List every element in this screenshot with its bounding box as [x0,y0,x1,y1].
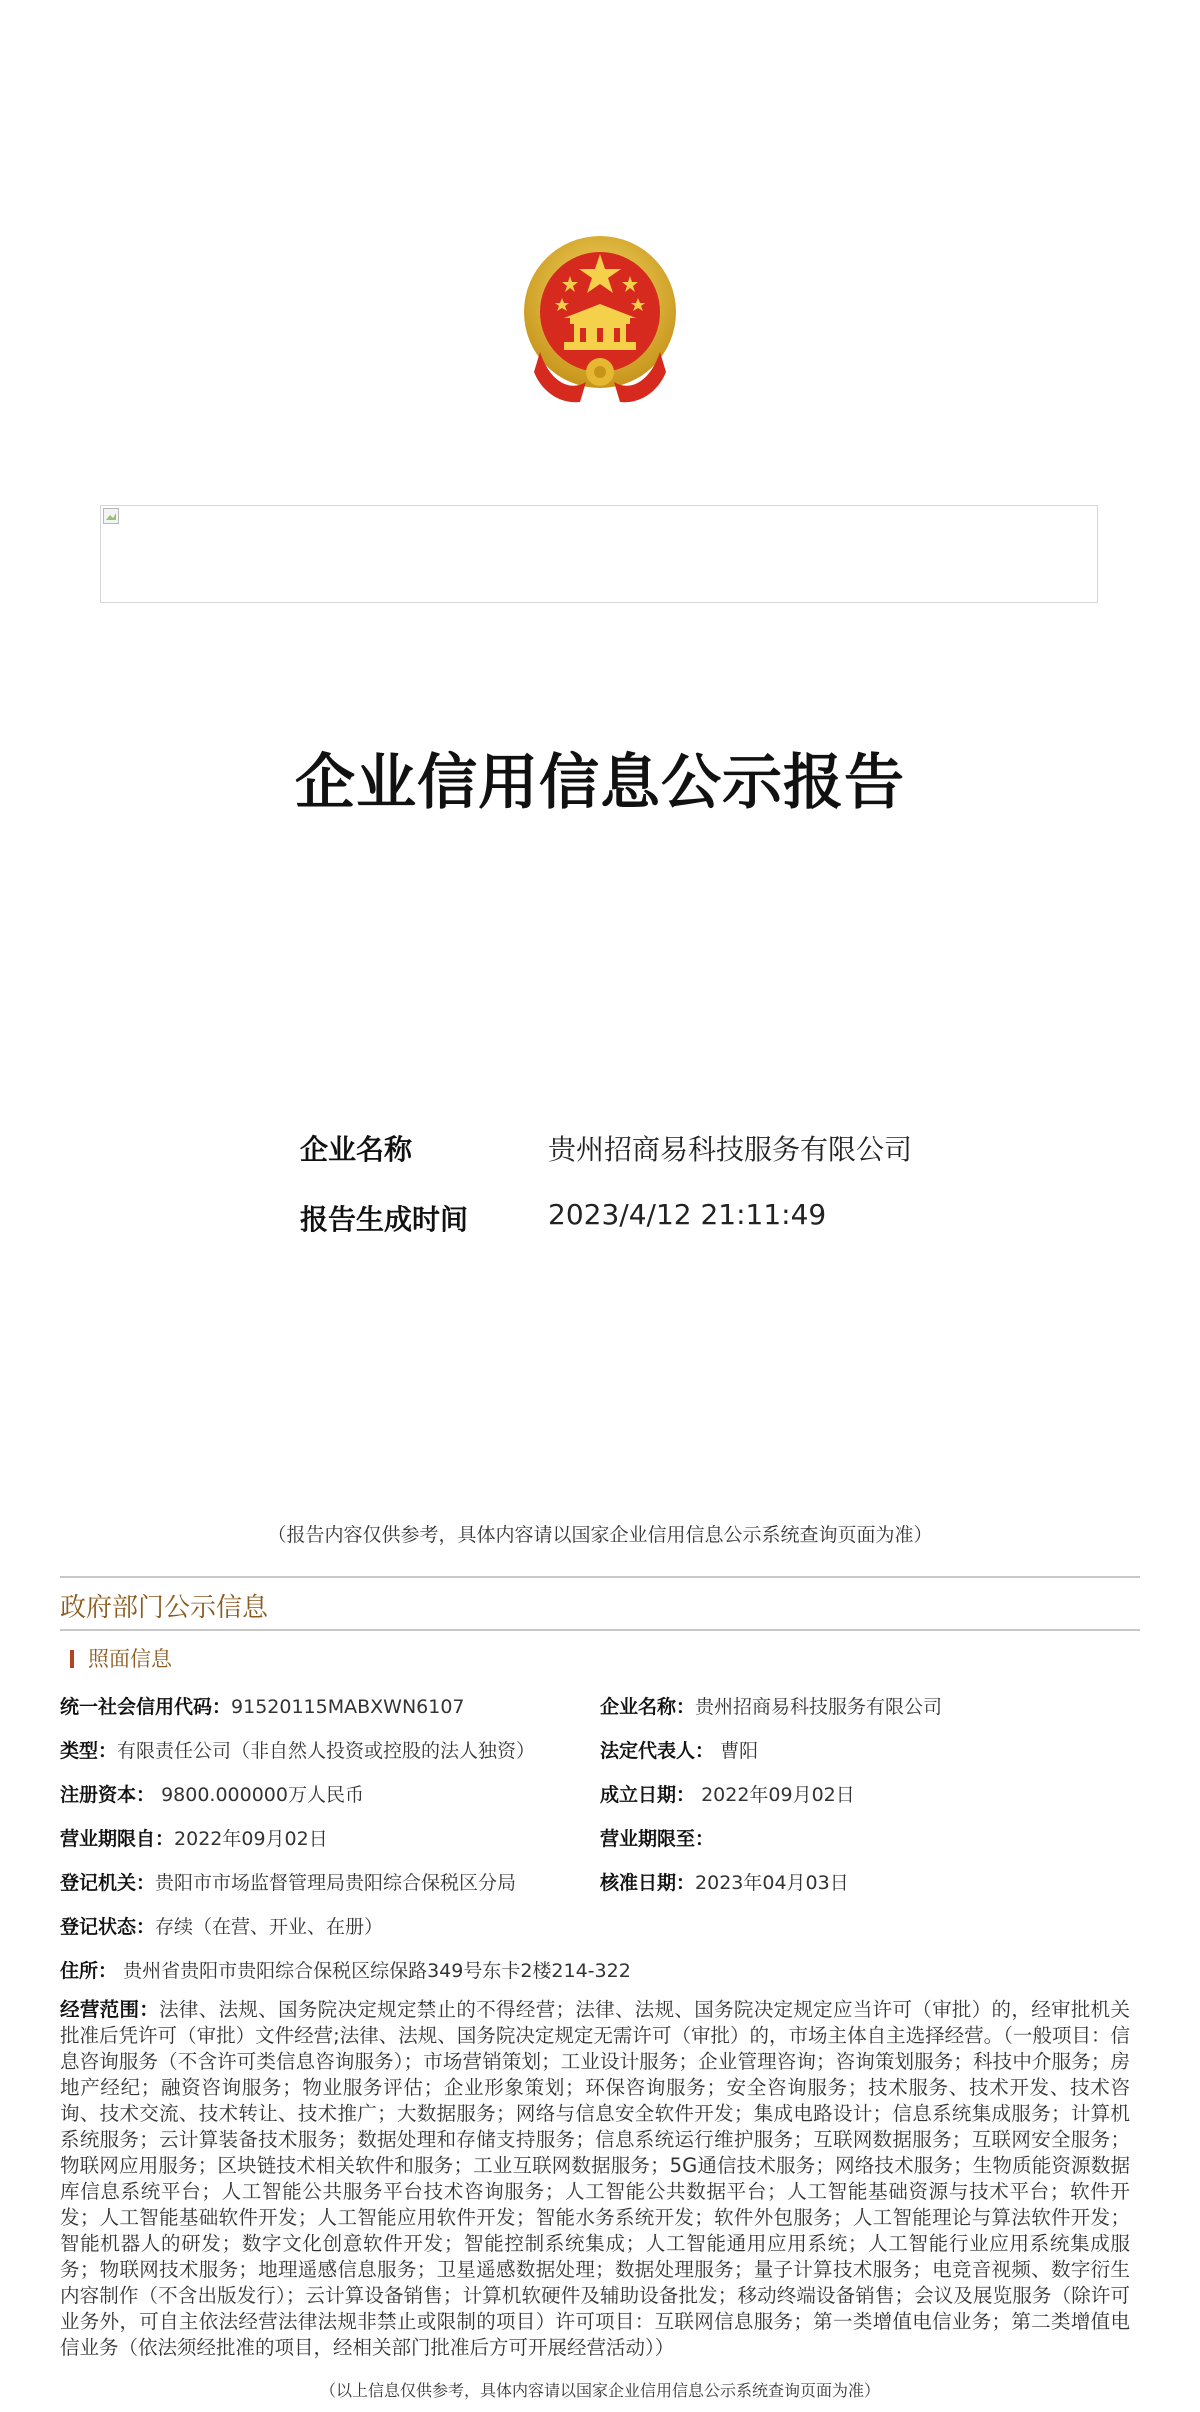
subsection-title [70,1643,172,1673]
term-to-label: 营业期限至： [600,1828,715,1850]
section-bottom-divider [60,1629,1140,1631]
approval-value: 2023年04月03日 [695,1872,849,1894]
company-name-label: 企业名称 [300,1133,413,1166]
banner-image [100,505,1098,603]
established-field [600,1780,855,1807]
name-field [600,1692,942,1719]
credit-code-label: 统一社会信用代码： [60,1696,232,1718]
authority-label: 登记机关： [60,1872,156,1894]
established-value: 2022年09月02日 [701,1784,855,1806]
report-title: 企业信用信息公示报告 [295,748,905,818]
type-label: 类型： [60,1740,118,1762]
legal-rep-label: 法定代表人： [600,1740,715,1762]
broken-image-icon [103,508,119,524]
type-value: 有限责任公司（非自然人投资或控股的法人独资） [117,1740,536,1762]
capital-label: 注册资本： [60,1784,156,1806]
capital-field [60,1780,364,1807]
legal-rep-field [600,1736,758,1763]
status-value: 存续（在营、开业、在册） [155,1916,384,1938]
credit-code-field [60,1692,465,1719]
legal-rep-value: 曹阳 [720,1740,759,1762]
address-label: 住所： [60,1960,118,1982]
report-time-label: 报告生成时间 [300,1203,469,1236]
approval-field [600,1868,849,1895]
section-title: 政府部门公示信息 [60,1593,269,1623]
term-from-field [60,1824,328,1851]
term-to-field [600,1824,714,1851]
name-value: 贵州招商易科技服务有限公司 [695,1696,943,1718]
authority-value: 贵阳市市场监督管理局贵阳综合保税区分局 [155,1872,517,1894]
type-field [60,1736,535,1763]
approval-label: 核准日期： [600,1872,696,1894]
report-disclaimer: （报告内容仅供参考，具体内容请以国家企业信用信息公示系统查询页面为准） [267,1524,933,1546]
address-field [60,1956,631,1983]
report-time-value: 2023/4/12 21:11:49 [548,1198,827,1231]
term-from-value: 2022年09月02日 [174,1828,328,1850]
name-label: 企业名称： [600,1696,696,1718]
credit-code-value: 91520115MABXWN6107 [231,1696,465,1718]
subsection-marker [70,1650,74,1668]
national-emblem-icon [520,232,680,412]
term-from-label: 营业期限自： [60,1828,175,1850]
footer-disclaimer: （以上信息仅供参考，具体内容请以国家企业信用信息公示系统查询页面为准） [319,2381,880,2400]
business-scope [60,1997,1130,2361]
address-value: 贵州省贵阳市贵阳综合保税区综保路349号东卡2楼214-322 [123,1960,631,1982]
capital-value: 9800.000000万人民币 [161,1784,364,1806]
subsection-label: 照面信息 [88,1647,172,1671]
status-label: 登记状态： [60,1916,156,1938]
status-field [60,1912,383,1939]
scope-value: 法律、法规、国务院决定规定禁止的不得经营；法律、法规、国务院决定规定应当许可（审批）的，经审批机关批准后凭许可（审批）文件经营;法律、法规、国务院决定规定无需许可（审批）的，市场主体自主选择经营。（一般项目：信息咨询服务（不含许可类信息咨询服务）；市场营销策划；工业设计服务；企业管理咨询；咨询策划服务；科技中介服务；房地产经纪；融资咨询服务；物业服务评估；企业形象策划；环保咨询服务；安全咨询服务；技术服务、技术开发、技术咨询、技术交流、技术转让、技术推广；大数据服务；网络与信息安全软件开发；集成电路设计；信息系统集成服务；计算机系统服务；云计算装备技术服务；数据处理和存储支持服务；信息系统运行维护服务；互联网数据服务；互联网安全服务；物联网应用服务；区块链技术相关软件和服务；工业互联网数据服务；5G通信技术服务；网络技术服务；生物质能资源数据库信息系统平台；人工智能公共服务平台技术咨询服务；人工智能公共数据平台；人工智能基础资源与技术平台；软件开发；人工智能基础软件开发；人工智能应用软件开发；智能水务系统开发；软件外包服务；人工智能理论与算法软件开发；智能机器人的研发；数字文化创意软件开发；智能控制系统集成；人工智能通用应用系统；人工智能行业应用系统集成服务；物联网技术服务；地理遥感信息服务；卫星遥感数据处理；数据处理服务；量子计算技术服务；电竞音视频、数字衍生内容制作（不含出版发行）；云计算设备销售；计算机软硬件及辅助设备批发；移动终端设备销售；会议及展览服务（除许可业务外，可自主依法经营法律法规非禁止或限制的项目）许可项目：互联网信息服务；第一类增值电信业务；第二类增值电信业务（依法须经批准的项目，经相关部门批准后方可开展经营活动）） [60,1998,1130,2359]
section-top-divider [60,1576,1140,1578]
company-name-value: 贵州招商易科技服务有限公司 [548,1133,913,1166]
scope-label: 经营范围： [60,1998,160,2021]
established-label: 成立日期： [600,1784,696,1806]
authority-field [60,1868,516,1895]
